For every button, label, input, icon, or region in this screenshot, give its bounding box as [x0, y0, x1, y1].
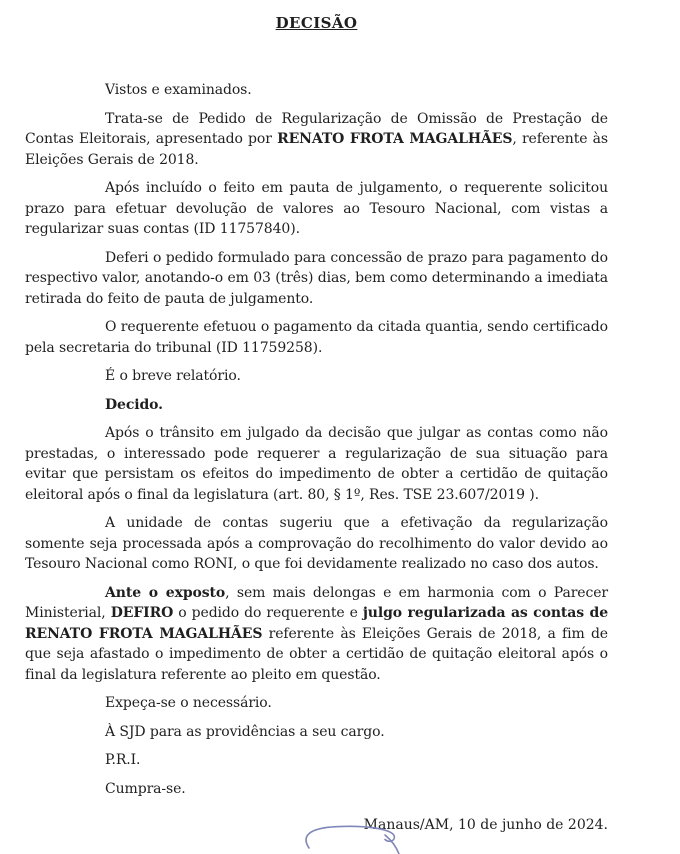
paragraph-vistos: Vistos e examinados. — [105, 82, 252, 98]
document-title: DECISÃO — [275, 14, 358, 32]
paragraph-apos-incluido: Após incluído o feito em pauta de julgamento, o requerente solicitou prazo para efetuar devolução de valores ao Tesouro Nacional, com vistas a regularizar suas contas (ID 11757840). — [25, 180, 608, 237]
paragraph-expeca-se: Expeça-se o necessário. — [105, 695, 272, 711]
paragraph-deferi: Deferi o pedido formulado para concessão de prazo para pagamento do respectivo valor, anotando-o em 03 (três) dias, bem como determinando a imediata retirada do feito de pauta de julgamento. — [25, 249, 608, 307]
paragraph-trata-se: Trata-se de Pedido de Regularização de Omissão de Prestação de Contas Eleitorais, apresentado por RENATO FROTA MAGALHÃES, referente às Eleições Gerais de 2018. — [25, 110, 608, 168]
date-line: Manaus/AM, 10 de junho de 2024. — [363, 817, 608, 833]
paragraph-cumpra-se: Cumpra-se. — [105, 780, 186, 797]
paragraph-pagamento: O requerente efetuou o pagamento da citada quantia, sendo certificado pela secretaria do tribunal (ID 11759258). — [25, 319, 608, 356]
paragraph-decido: Decido. — [105, 396, 163, 413]
paragraph-ante-o-exposto: Ante o exposto, sem mais delongas e em harmonia com o Parecer Ministerial, DEFIRO o pedido do requerente e julgo regularizada as contas de RENATO FROTA MAGALHÃES referente às Eleições Gerais de 2018, a fim de que seja afastado o impedimento de obter a certidão de quitação eleitoral após o final da legislatura referente ao pleito em questão. — [25, 584, 609, 683]
paragraph-sjd: À SJD para as providências a seu cargo. — [105, 723, 385, 740]
paragraph-transito-em-julgado: Após o trânsito em julgado da decisão que julgar as contas como não prestadas, o interessado pode requerer a regularização de sua situação para evitar que persistam os efeitos do impedimento de obter a certidão de quitação eleitoral após o final da legislatura (art. 80, § 1º, Res. TSE 23.607/2019 ). — [25, 425, 608, 503]
paragraph-pri: P.R.I. — [105, 752, 141, 768]
signature-path — [306, 826, 399, 854]
signature-stroke — [296, 820, 416, 854]
paragraph-unidade-de-contas: A unidade de contas sugeriu que a efetivação da regularização somente seja processada após a comprovação do recolhimento do valor devido ao Tesouro Nacional como RONI, o que foi devidamente realizado no caso dos autos. — [25, 515, 608, 572]
paragraph-breve-relatorio: É o breve relatório. — [105, 368, 241, 384]
